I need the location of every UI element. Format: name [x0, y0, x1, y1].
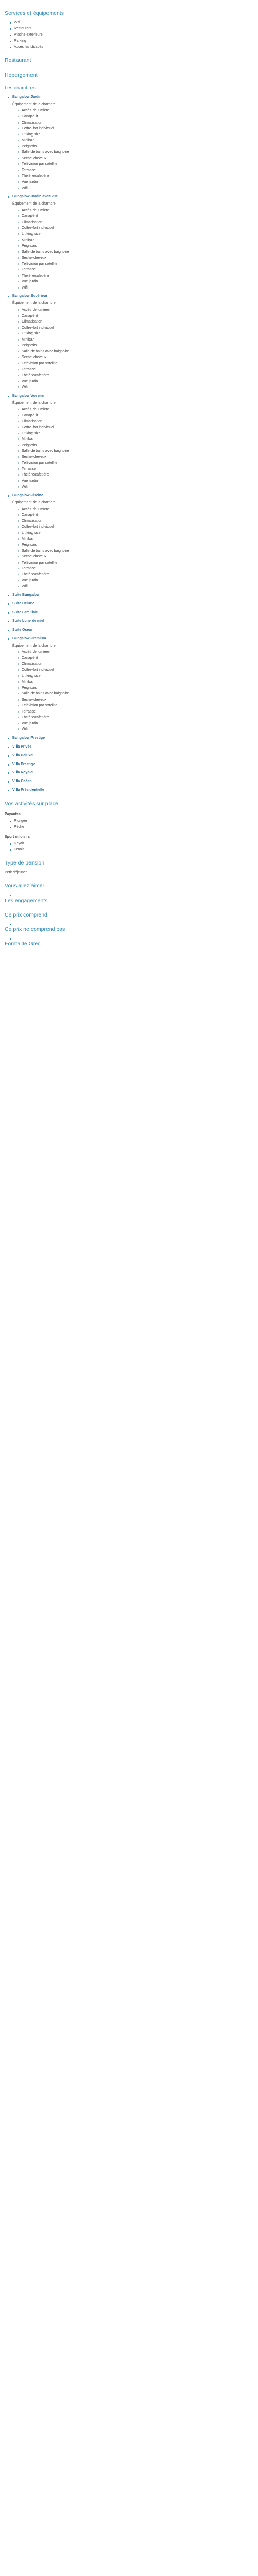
room-name: Suite Deluxe: [12, 602, 35, 606]
room-amenities-label: Équipement de la chambre :: [12, 401, 58, 405]
amenity-item: Terrasse: [18, 167, 253, 174]
amenity-item: Vue jardin: [18, 721, 253, 727]
room-name: Villa Deluxe: [12, 753, 33, 757]
room-amenities-list: [12, 506, 253, 590]
amenity-item: Climatisation: [18, 661, 253, 667]
amenity-item: Sèche-cheveux: [18, 156, 253, 162]
amenity-item: Wifi: [18, 584, 253, 590]
amenity-item: Accès de lumière: [18, 307, 253, 313]
amenity-item: Sèche-cheveux: [18, 454, 253, 461]
room-amenities-label: Équipement de la chambre :: [12, 102, 58, 106]
room-item: [8, 762, 253, 768]
room-amenities-list: [12, 406, 253, 490]
room-item: [8, 610, 253, 616]
amenity-item: Peignoirs: [18, 243, 253, 249]
amenity-item: Minibar: [18, 679, 253, 685]
amenity-item: Minibar: [18, 337, 253, 343]
amenity-item: Canapé lit: [18, 213, 253, 219]
room-amenities-list: [12, 208, 253, 291]
amenity-item: Sèche-cheveux: [18, 354, 253, 361]
room-name: Bungalow Premium: [12, 636, 46, 640]
amenity-item: Lit king size: [18, 673, 253, 680]
amenity-item: Télévision par satellite: [18, 460, 253, 466]
amenity-item: Climatisation: [18, 219, 253, 226]
activities-free-label: Sport et loisirs: [5, 835, 30, 839]
room-list: [5, 95, 253, 793]
formalities-title: Formalité Grec: [5, 941, 41, 947]
amenity-item: Accès de lumière: [18, 108, 253, 114]
amenity-item: Coffre-fort individuel: [18, 325, 253, 331]
amenity-item: Télévision par satellite: [18, 703, 253, 709]
activities-paid-label: Payantes: [5, 812, 21, 817]
amenity-item: Peignoirs: [18, 685, 253, 691]
amenity-item: Télévision par satellite: [18, 161, 253, 167]
activity-item: Pêche: [10, 825, 253, 831]
room-name: Bungalow Vue mer: [12, 394, 45, 398]
pension-title: Type de pension: [5, 860, 45, 867]
room-name: Suite Familiale: [12, 611, 38, 615]
room-name: Suite Océan: [12, 628, 34, 632]
room-name: Bungalow Supérieur: [12, 294, 48, 298]
amenity-item: Lit king size: [18, 231, 253, 238]
hebergement-title: Hébergement: [5, 72, 38, 78]
room-amenities-list: [12, 649, 253, 733]
amenity-item: Salle de bains avec baignoire: [18, 448, 253, 454]
amenity-item: Wifi: [18, 384, 253, 391]
activities-paid-list: [5, 819, 253, 831]
room-item: [8, 770, 253, 776]
room-name: Villa Présidentielle: [12, 788, 44, 792]
room-name: Bungalow Jardin avec vue: [12, 195, 58, 199]
amenity-item: Sèche-cheveux: [18, 255, 253, 261]
amenity-item: Climatisation: [18, 419, 253, 425]
amenity-item: Coffre-fort individuel: [18, 667, 253, 673]
room-name: Villa Royale: [12, 771, 33, 775]
room-item: [8, 601, 253, 607]
amenity-item: Minibar: [18, 436, 253, 443]
amenity-item: Canapé lit: [18, 413, 253, 419]
amenity-item: Salle de bains avec baignoire: [18, 691, 253, 697]
amenity-item: Accès de lumière: [18, 208, 253, 214]
room-item: [8, 619, 253, 624]
services-list: [5, 20, 253, 50]
services-title: Services et équipements: [5, 10, 64, 16]
amenity-item: Salle de bains avec baignoire: [18, 349, 253, 355]
room-item: [8, 779, 253, 785]
amenity-item: Climatisation: [18, 120, 253, 126]
amenity-item: Terrasse: [18, 267, 253, 273]
amenity-item: Climatisation: [18, 518, 253, 524]
amenity-item: Peignoirs: [18, 542, 253, 548]
amenity-item: Peignoirs: [18, 443, 253, 449]
amenity-item: Vue jardin: [18, 279, 253, 285]
amenity-item: Vue jardin: [18, 379, 253, 385]
service-item: Parking: [10, 39, 253, 44]
amenity-item: Lit king size: [18, 530, 253, 536]
amenity-item: Terrasse: [18, 566, 253, 572]
amenity-item: Sèche-cheveux: [18, 697, 253, 703]
amenity-item: Théière/cafetière: [18, 572, 253, 578]
amenity-item: Wifi: [18, 185, 253, 192]
amenity-item: Canapé lit: [18, 512, 253, 518]
amenity-item: Théière/cafetière: [18, 472, 253, 478]
amenity-item: Télévision par satellite: [18, 361, 253, 367]
amenity-item: Climatisation: [18, 319, 253, 325]
activities-title: Vos activités sur place: [5, 800, 58, 807]
amenity-item: Wifi: [18, 726, 253, 733]
amenity-item: Canapé lit: [18, 655, 253, 662]
room-amenities-label: Équipement de la chambre :: [12, 301, 58, 306]
amenity-item: Théière/cafetière: [18, 273, 253, 279]
amenity-item: Wifi: [18, 484, 253, 490]
room-item: [8, 744, 253, 750]
amenity-item: Minibar: [18, 536, 253, 543]
activities-free-list: [5, 841, 253, 853]
amenity-item: Accès de lumière: [18, 649, 253, 655]
room-amenities-label: Équipement de la chambre :: [12, 500, 58, 504]
rooms-title: Les chambres: [5, 85, 36, 91]
room-amenities-list: [12, 307, 253, 391]
room-item: [8, 636, 253, 733]
room-name: Bungalow Jardin: [12, 95, 42, 99]
room-item: [8, 592, 253, 598]
amenity-item: Lit king size: [18, 331, 253, 337]
service-item: Wifi: [10, 20, 253, 26]
room-item: [8, 394, 253, 490]
room-amenities-label: Équipement de la chambre :: [12, 643, 58, 648]
room-item: [8, 628, 253, 633]
hotel-details-page: [5, 9, 253, 948]
engagements-title: Les engagements: [5, 897, 48, 904]
room-item: [8, 95, 253, 191]
restaurant-title: Restaurant: [5, 57, 31, 64]
room-item: [8, 294, 253, 390]
amenity-item: Coffre-fort individuel: [18, 425, 253, 431]
room-name: Suite Lune de miel: [12, 619, 44, 623]
price-excludes-title: Ce prix ne comprend pas: [5, 926, 66, 933]
amenity-item: Salle de bains avec baignoire: [18, 249, 253, 256]
amenity-item: Vue jardin: [18, 578, 253, 584]
room-name: Villa Océan: [12, 779, 32, 784]
room-item: [8, 493, 253, 589]
room-name: Bungalow Prestige: [12, 736, 45, 740]
room-item: [8, 753, 253, 759]
amenity-item: Canapé lit: [18, 313, 253, 319]
amenity-item: Minibar: [18, 238, 253, 244]
activity-item: Kayak: [10, 841, 253, 847]
amenity-item: Peignoirs: [18, 144, 253, 150]
amenity-item: Salle de bains avec baignoire: [18, 548, 253, 554]
amenity-item: Terrasse: [18, 466, 253, 472]
amenity-item: Théière/cafetière: [18, 173, 253, 179]
amenity-item: Télévision par satellite: [18, 261, 253, 267]
amenity-item: Canapé lit: [18, 114, 253, 120]
room-amenities-list: [12, 108, 253, 191]
room-item: [8, 194, 253, 291]
amenity-item: Vue jardin: [18, 179, 253, 185]
amenity-item: Accès de lumière: [18, 506, 253, 513]
room-name: Villa Prestige: [12, 762, 35, 766]
price-includes-title: Ce prix comprend: [5, 911, 47, 918]
amenity-item: Terrasse: [18, 367, 253, 373]
options-title: Vous allez aimer: [5, 883, 45, 889]
service-item: Accès handicapés: [10, 45, 253, 50]
amenity-item: Coffre-fort individuel: [18, 524, 253, 530]
room-amenities-label: Équipement de la chambre :: [12, 201, 58, 206]
service-item: Piscine extérieure: [10, 32, 253, 38]
activity-item: Tennis: [10, 847, 253, 853]
room-item: [8, 788, 253, 793]
amenity-item: Minibar: [18, 138, 253, 144]
amenity-item: Théière/cafetière: [18, 715, 253, 721]
amenity-item: Sèche-cheveux: [18, 554, 253, 560]
activity-item: Plongée: [10, 819, 253, 824]
room-name: Suite Bungalow: [12, 593, 40, 597]
amenity-item: Lit king size: [18, 431, 253, 437]
pension-subtitle: Petit déjeuner: [5, 870, 27, 874]
amenity-item: Salle de bains avec baignoire: [18, 149, 253, 156]
amenity-item: Lit king size: [18, 132, 253, 138]
amenity-item: Coffre-fort individuel: [18, 126, 253, 132]
amenity-item: Wifi: [18, 285, 253, 291]
room-name: Villa Privée: [12, 744, 32, 749]
room-name: Bungalow Piscine: [12, 494, 43, 498]
amenity-item: Terrasse: [18, 709, 253, 715]
amenity-item: Vue jardin: [18, 478, 253, 484]
amenity-item: Télévision par satellite: [18, 560, 253, 566]
amenity-item: Théière/cafetière: [18, 372, 253, 379]
amenity-item: Accès de lumière: [18, 406, 253, 413]
amenity-item: Peignoirs: [18, 343, 253, 349]
room-item: [8, 736, 253, 741]
service-item: Restaurant: [10, 26, 253, 32]
amenity-item: Coffre-fort individuel: [18, 225, 253, 231]
